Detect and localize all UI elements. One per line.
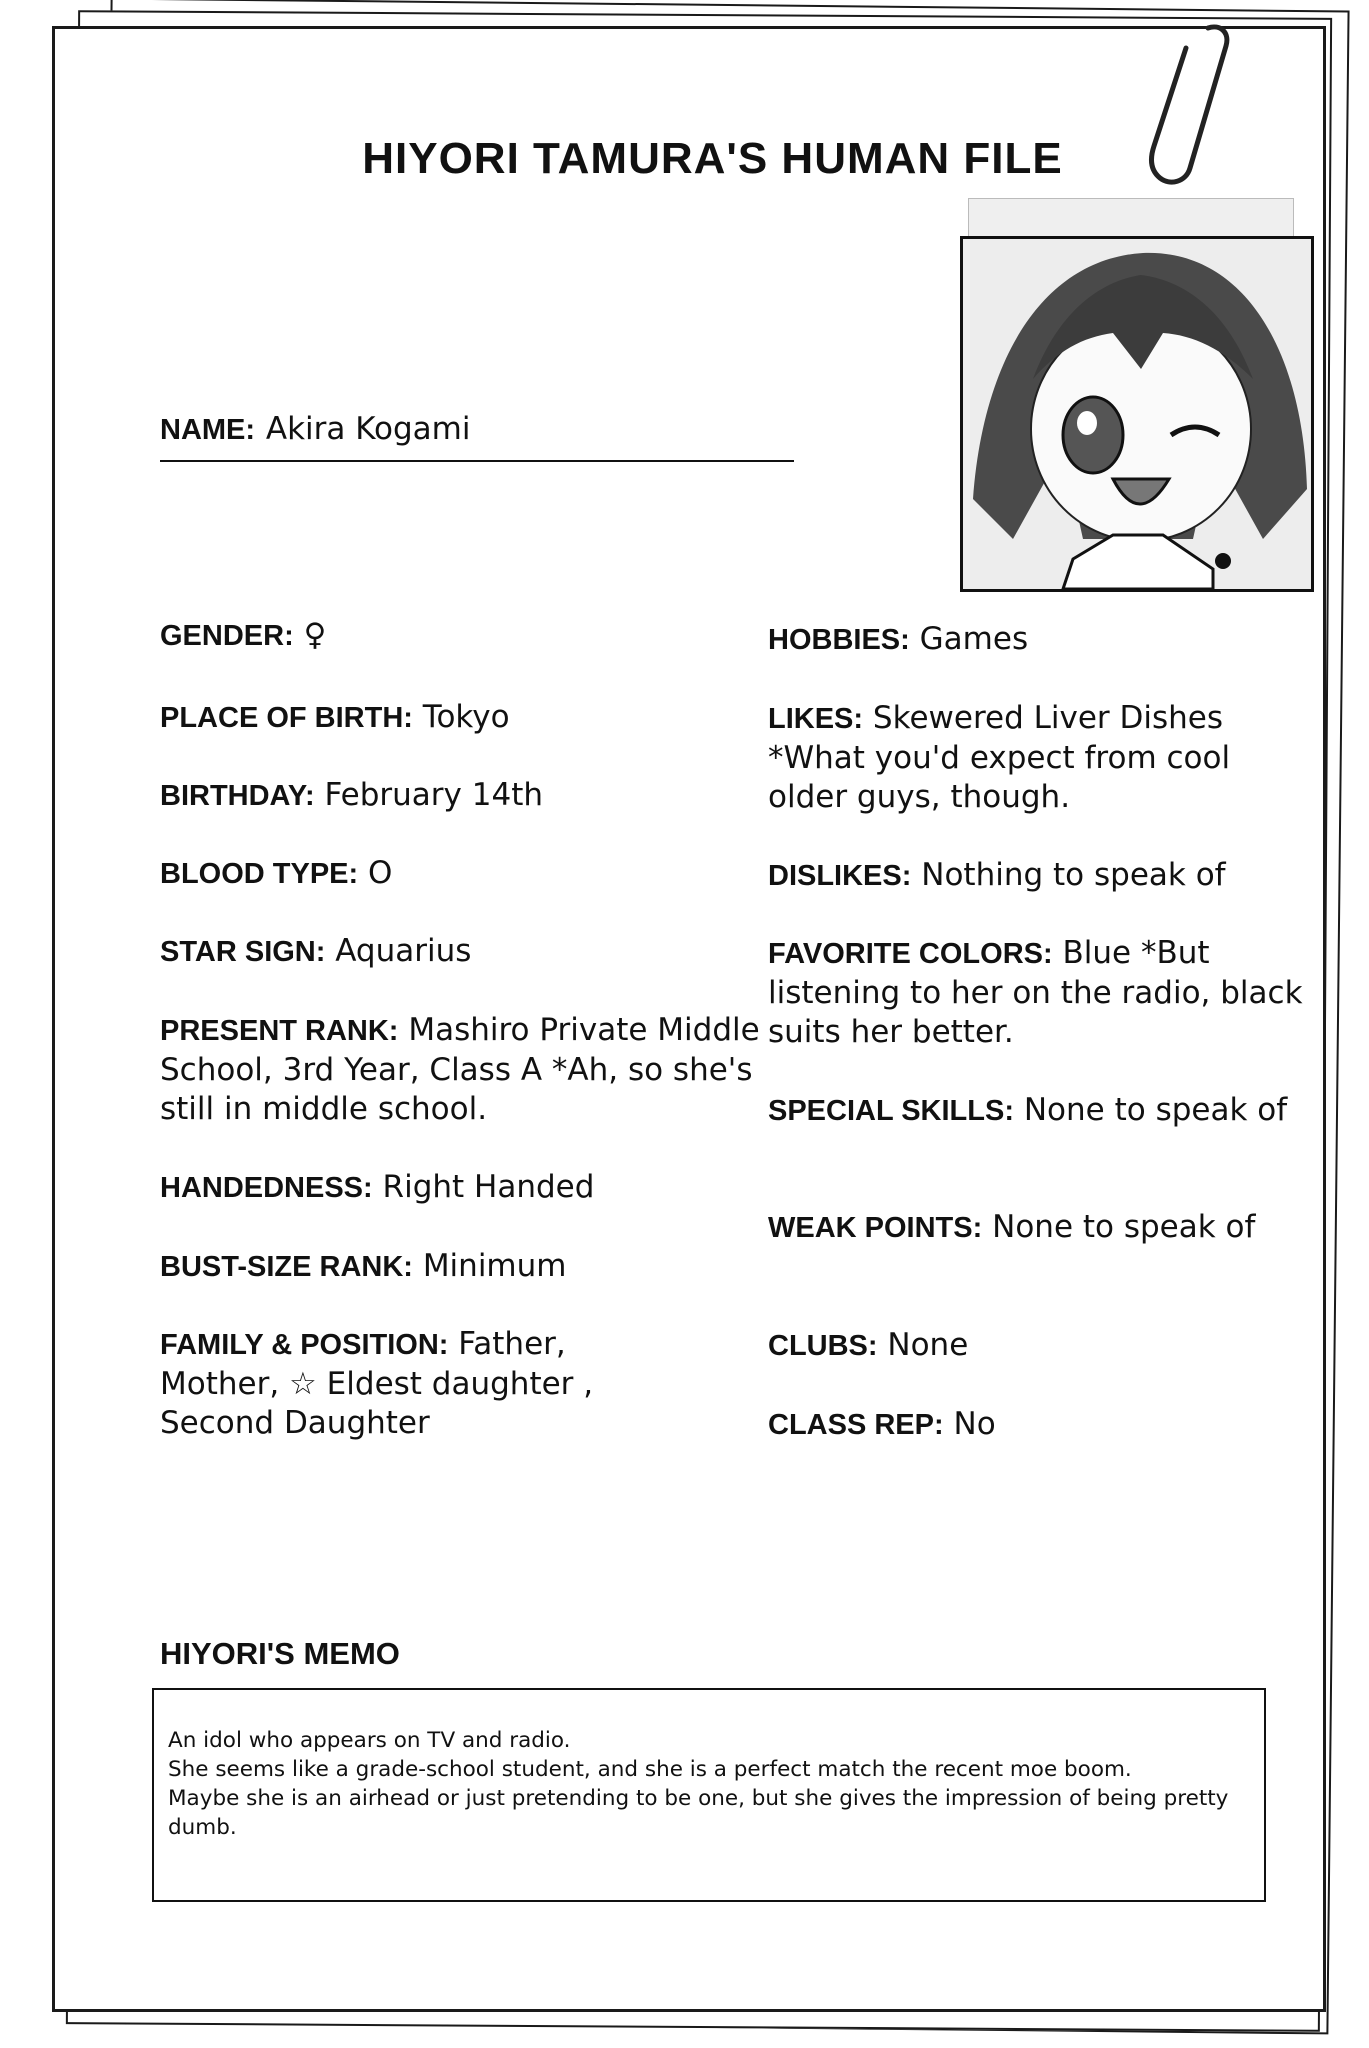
handedness-field bbox=[160, 1168, 760, 1208]
field-value: Skewered Liver Dishes *What you'd expect from cool older guys, though. bbox=[768, 700, 1231, 815]
field-label: CLUBS: bbox=[768, 1330, 878, 1362]
name-label: NAME: bbox=[160, 414, 256, 446]
field-value: Games bbox=[919, 621, 1029, 657]
blood-type-field bbox=[160, 854, 760, 894]
field-value: None to speak of bbox=[992, 1209, 1256, 1245]
family-position-field bbox=[160, 1325, 680, 1443]
field-value: ♀ bbox=[303, 617, 327, 653]
field-label: PRESENT RANK: bbox=[160, 1015, 399, 1047]
field-label: HANDEDNESS: bbox=[160, 1172, 373, 1204]
memo-heading: HIYORI'S MEMO bbox=[160, 1636, 400, 1671]
memo-line: Maybe she is an airhead or just pretending to be one, but she gives the impression of being pretty dumb. bbox=[168, 1786, 1229, 1840]
bust-size-rank-field bbox=[160, 1247, 760, 1287]
class-rep-field bbox=[768, 1405, 1308, 1445]
name-value: Akira Kogami bbox=[265, 411, 471, 447]
hobbies-field bbox=[768, 620, 1308, 660]
field-label: LIKES: bbox=[768, 703, 864, 735]
field-value: None to speak of bbox=[1023, 1092, 1288, 1128]
memo-line: An idol who appears on TV and radio. bbox=[168, 1728, 571, 1753]
field-label: BIRTHDAY: bbox=[160, 780, 315, 812]
field-value: Nothing to speak of bbox=[921, 857, 1226, 893]
place-of-birth-field bbox=[160, 698, 760, 738]
field-label: WEAK POINTS: bbox=[768, 1212, 983, 1244]
field-value: Father, Mother, ☆ Eldest daughter , Second Daughter bbox=[160, 1326, 594, 1441]
field-label: FAMILY & POSITION: bbox=[160, 1329, 449, 1361]
field-value: None bbox=[887, 1327, 969, 1363]
field-label: FAVORITE COLORS: bbox=[768, 938, 1053, 970]
field-value: February 14th bbox=[324, 777, 543, 813]
field-value: Right Handed bbox=[382, 1169, 595, 1205]
memo-line: She seems like a grade-school student, and she is a perfect match the recent moe boom. bbox=[168, 1757, 1132, 1782]
birthday-field bbox=[160, 776, 760, 816]
character-portrait bbox=[960, 236, 1314, 592]
field-value: No bbox=[953, 1406, 996, 1442]
field-value: Aquarius bbox=[335, 933, 472, 969]
field-value: Mashiro Private Middle School, 3rd Year, Class A *Ah, so she's still in middle school. bbox=[160, 1012, 760, 1127]
likes-field bbox=[768, 699, 1308, 817]
clubs-field bbox=[768, 1326, 1308, 1366]
field-value: Minimum bbox=[422, 1248, 567, 1284]
page-title: HIYORI TAMURA'S HUMAN FILE bbox=[362, 134, 1063, 183]
field-label: BLOOD TYPE: bbox=[160, 858, 359, 890]
field-label: STAR SIGN: bbox=[160, 936, 326, 968]
name-field bbox=[160, 408, 794, 462]
field-label: DISLIKES: bbox=[768, 860, 912, 892]
field-value: Blue *But listening to her on the radio, black suits her better. bbox=[768, 935, 1303, 1050]
weak-points-field bbox=[768, 1208, 1308, 1248]
field-value: O bbox=[368, 855, 393, 891]
memo-box bbox=[152, 1688, 1266, 1902]
character-portrait-icon bbox=[963, 239, 1311, 589]
field-label: BUST-SIZE RANK: bbox=[160, 1251, 413, 1283]
field-label: PLACE OF BIRTH: bbox=[160, 702, 413, 734]
favorite-colors-field bbox=[768, 934, 1308, 1052]
field-value: Tokyo bbox=[422, 699, 510, 735]
dislikes-field bbox=[768, 856, 1308, 896]
star-sign-field bbox=[160, 932, 760, 972]
gender-field bbox=[160, 616, 760, 656]
field-label: SPECIAL SKILLS: bbox=[768, 1095, 1014, 1127]
field-label: HOBBIES: bbox=[768, 624, 910, 656]
field-label: CLASS REP: bbox=[768, 1409, 944, 1441]
field-label: GENDER: bbox=[160, 620, 294, 652]
present-rank-field bbox=[160, 1011, 760, 1129]
special-skills-field bbox=[768, 1091, 1308, 1131]
